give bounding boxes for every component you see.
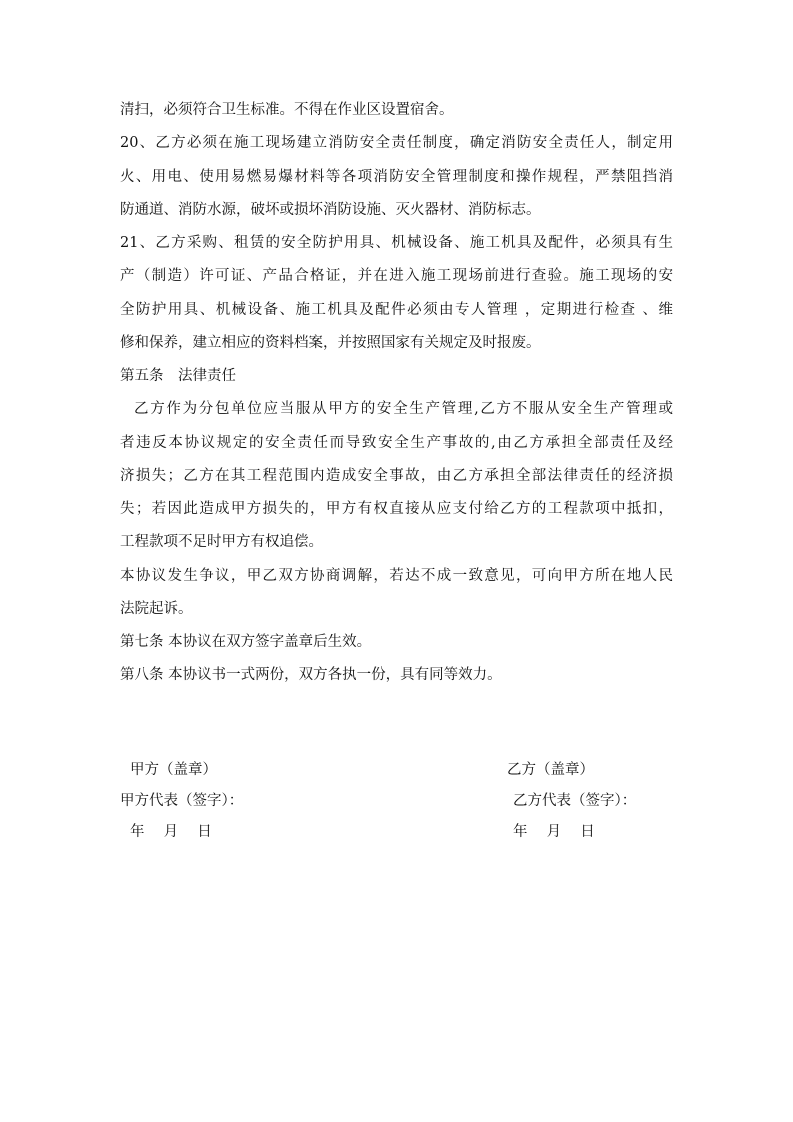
party-a-representative-label: 甲方代表（签字）： (120, 793, 244, 809)
text-line: 第七条 本协议在双方签字盖章后生效。 (120, 634, 372, 650)
document-body (120, 94, 673, 693)
text-line: 21、乙方采购、租赁的安全防护用具、机械设备、施工机具及配件，必须具有生 (120, 235, 673, 251)
text-line: 乙方作为分包单位应当服从甲方的安全生产管理,乙方不服从安全生产管理或 (134, 401, 673, 418)
party-a-seal-label: 甲方（盖章） (130, 762, 217, 778)
party-a-date: 年 月 日 (130, 824, 212, 840)
text-line: 20、乙方必须在施工现场建立消防安全责任制度，确定消防安全责任人，制定用 (120, 135, 673, 152)
text-line: 失；若因此造成甲方损失的，甲方有权直接从应支付给乙方的工程款项中抵扣， (120, 501, 673, 517)
text-line: 火、用电、使用易燃易爆材料等各项消防安全管理制度和操作规程，严禁阻挡消 (120, 168, 673, 185)
text-line: 产（制造）许可证、产品合格证，并在进入施工现场前进行查验。施工现场的安 (120, 268, 673, 285)
party-b-date: 年 月 日 (513, 824, 595, 840)
text-line: 第五条 法律责任 (120, 368, 236, 384)
text-line: 第八条 本协议书一式两份，双方各执一份，具有同等效力。 (120, 667, 502, 684)
text-line: 防通道、消防水源，破坏或损坏消防设施、灭火器材、消防标志。 (120, 201, 541, 218)
text-line: 全防护用具、机械设备、施工机具及配件必须由专人管理 ，定期进行检查 、维 (120, 301, 673, 318)
text-line: 修和保养，建立相应的资料档案，并按照国家有关规定及时报废。 (120, 334, 541, 351)
text-line: 者违反本协议规定的安全责任而导致安全生产事故的,由乙方承担全部责任及经 (120, 434, 673, 451)
text-line: 清扫，必须符合卫生标准。不得在作业区设置宿舍。 (120, 102, 454, 118)
party-b-representative-label: 乙方代表（签字）： (513, 793, 637, 809)
text-line: 法院起诉。 (120, 600, 193, 617)
text-line: 工程款项不足时甲方有权追偿。 (120, 534, 323, 551)
text-line: 本协议发生争议，甲乙双方协商调解，若达不成一致意见，可向甲方所在地人民 (120, 567, 673, 584)
text-line: 济损失；乙方在其工程范围内造成安全事故，由乙方承担全部法律责任的经济损 (120, 467, 673, 484)
party-b-seal-label: 乙方（盖章） (507, 762, 594, 778)
